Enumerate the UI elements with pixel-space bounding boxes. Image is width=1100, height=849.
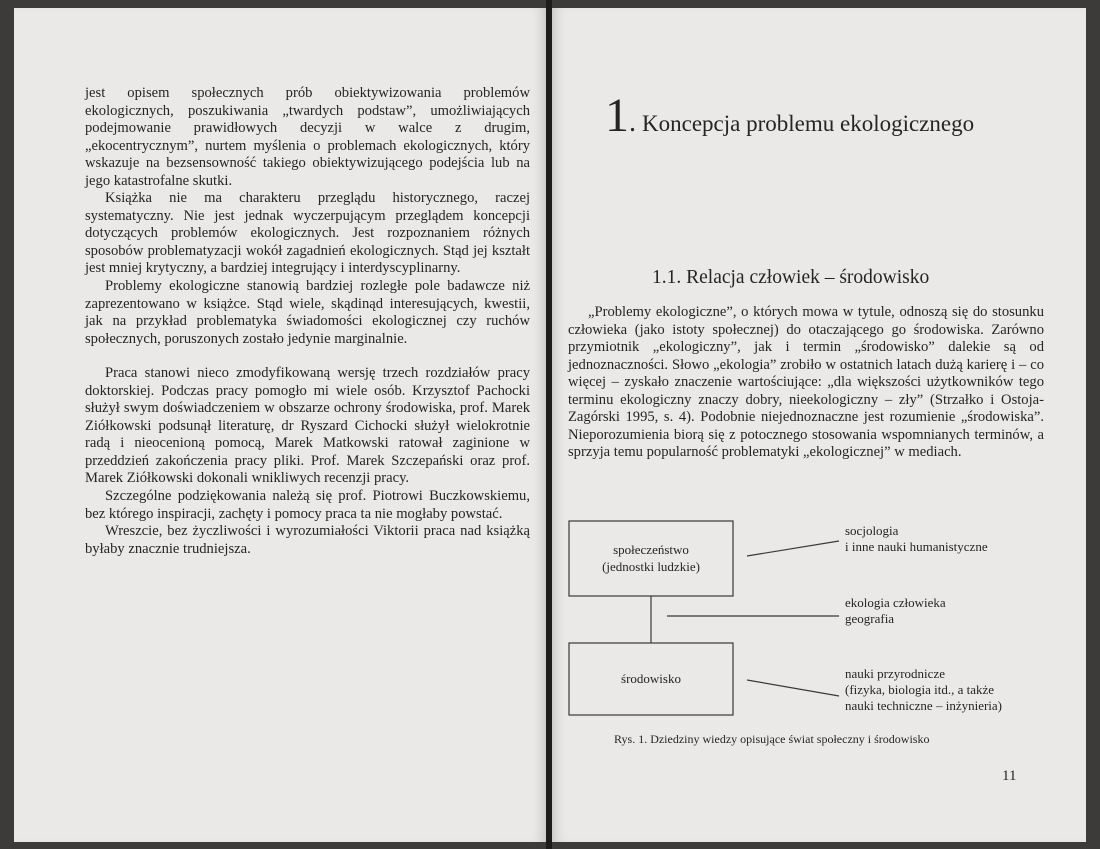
page-number: 11 <box>1002 768 1017 784</box>
figure-caption: Rys. 1. Dziedziny wiedzy opisujące świat społeczny i środowisko <box>614 732 930 746</box>
chapter-dot: . <box>629 107 636 138</box>
bottom-label-line-2: (fizyka, biologia itd., a także <box>845 682 995 697</box>
top-label-line-2: i inne nauki humanistyczne <box>845 539 988 554</box>
chapter-title <box>605 89 975 142</box>
left-paragraph-6: Wreszcie, bez życzliwości i wyrozumiałości Viktorii praca nad książką byłaby znacznie trudniejsza. <box>85 523 530 557</box>
left-paragraph-1: jest opisem społecznych prób obiektywizowania problemów ekologicznych, poszukiwania „twardych podstaw”, umożliwiających podejmowanie prawidłowych decyzji w walce z drugim, „ekocentrycznym”, nurtem myślenia o problemach ekologicznych, który wskazuje na bezsensowność takiego obiektywizującego podejścia lub na jego katastrofalne skutki. <box>85 85 530 189</box>
right-page-text <box>568 304 1044 462</box>
right-page <box>552 8 1086 842</box>
society-box-line-1: społeczeństwo <box>613 542 689 557</box>
top-pointer-line <box>747 541 839 556</box>
bottom-label-line-3: nauki techniczne – inżynieria) <box>845 698 1003 713</box>
bottom-label-line-1: nauki przyrodnicze <box>845 666 945 681</box>
society-box-line-2: (jednostki ludzkie) <box>602 559 700 574</box>
middle-label-line-1: ekologia człowieka <box>845 595 946 610</box>
section-title: 1.1. Relacja człowiek – środowisko <box>652 267 930 288</box>
left-paragraph-3: Problemy ekologiczne stanowią bardziej rozległe pole badawcze niż zaprezentowano w książce. Stąd wiele, skądinąd interesujących, kwestii, jak na przykład problematyka świadomości ekologicznej czy ruchów społecznych, poruszonych zostało jedynie marginalnie. <box>85 278 530 347</box>
left-paragraph-2: Książka nie ma charakteru przeglądu historycznego, raczej systematyczny. Nie jest jednak wyczerpującym przeglądem koncepcji dotyczących problemów ekologicznych. Jest rozpoznaniem różnych sposobów problematyzacji wokół zagadnień ekologicznych. Stąd jej kształt jest mniej krytyczny, a bardziej integrujący i interdyscyplinarny. <box>85 190 530 277</box>
left-page <box>14 8 546 842</box>
environment-box-label: środowisko <box>621 671 681 686</box>
left-paragraph-5: Szczególne podziękowania należą się prof. Piotrowi Buczkowskiemu, bez którego inspiracji, zachęty i pomocy praca ta nie mogłaby powstać. <box>85 488 530 522</box>
relation-diagram <box>552 508 1086 723</box>
left-page-text <box>85 85 530 558</box>
chapter-heading: Koncepcja problemu ekologicznego <box>642 111 975 136</box>
top-label-line-1: socjologia <box>845 523 899 538</box>
bottom-pointer-line <box>747 680 839 696</box>
right-paragraph: „Problemy ekologiczne”, o których mowa w tytule, odnoszą się do stosunku człowieka (jako istoty społecznej) do otaczającego go środowiska. Zarówno przymiotnik „ekologiczny”, jak i termin „środowisko” dalekie są od jednoznaczności. Słowo „ekologia” zrobiło w ostatnich latach dużą karierę i – co więcej – zyskało znaczenie wartościujące: „dla większości użytkowników tego terminu ekologiczny znaczy dobry, nieekologiczny – zły” (Strzałko i Ostoja-Zagórski 1995, s. 4). Podobnie niejednoznaczne jest rozumienie „środowiska”. Nieporozumienia biorą się z potocznego stosowania wspomnianych terminów, a sprzyja temu popularność problematyki „ekologicznej” w mediach. <box>568 304 1044 461</box>
left-paragraph-4: Praca stanowi nieco zmodyfikowaną wersję trzech rozdziałów pracy doktorskiej. Podczas pracy pomogło mi wiele osób. Krzysztof Pachocki służył swym doświadczeniem w obszarze ochrony środowiska, prof. Marek Ziółkowski podsunął literaturę, dr Ryszard Cichocki służył wielokrotnie radą i nieocenioną pomocą, Marek Matkowski ratował zaginione w przeddzień zakończenia pracy pliki. Prof. Marek Szczepański oraz prof. Marek Ziółkowski dokonali wnikliwych recenzji pracy. <box>85 365 530 487</box>
middle-label-line-2: geografia <box>845 611 895 626</box>
chapter-number: 1 <box>605 89 629 142</box>
